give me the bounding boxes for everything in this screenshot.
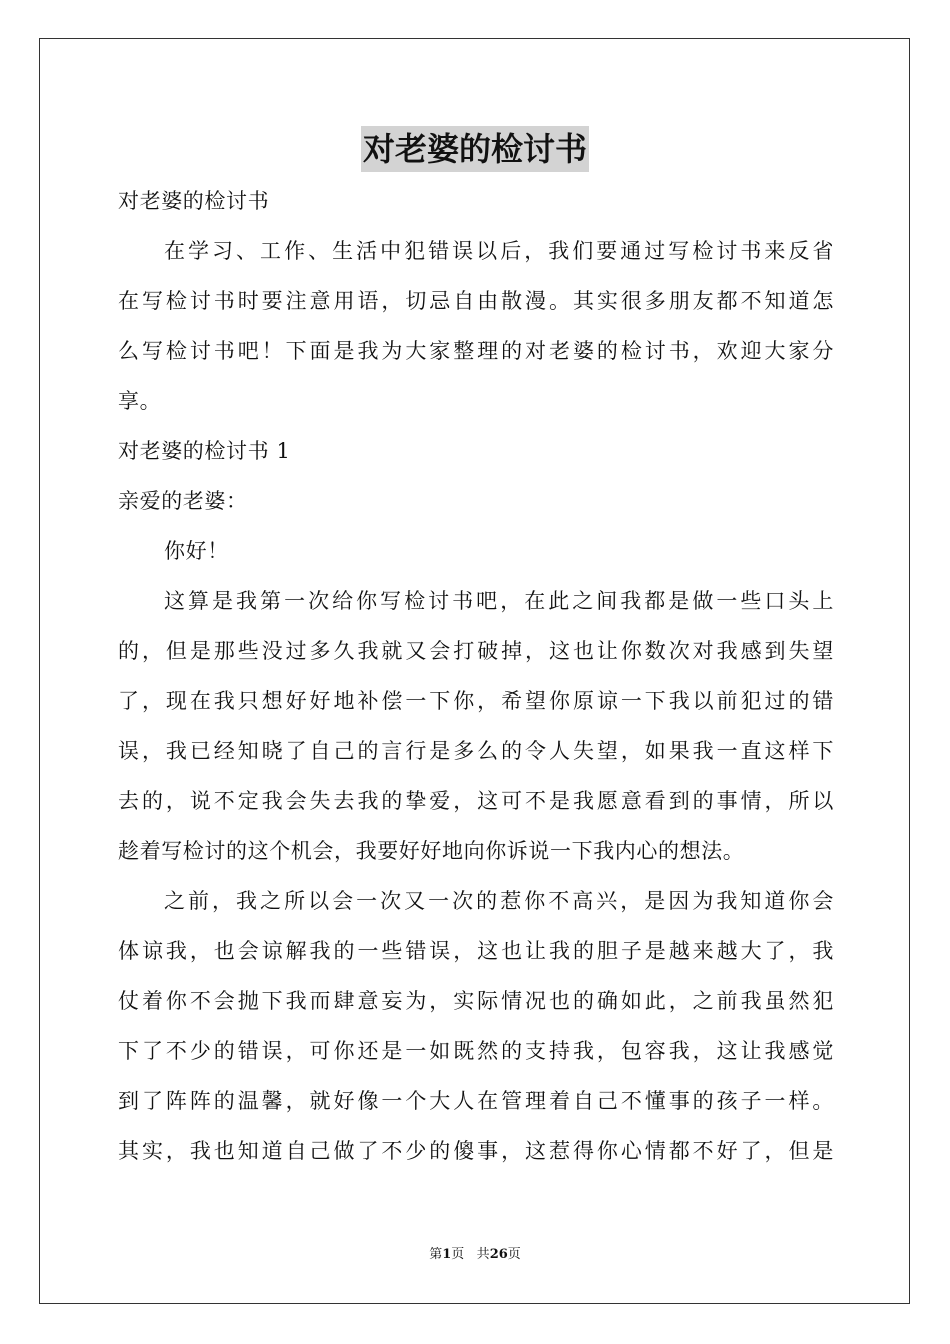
document-title: 对老婆的检讨书 [361, 126, 589, 172]
text-line: 下了不少的错误，可你还是一如既然的支持我，包容我，这让我感觉 [118, 1039, 834, 1063]
text-line: 到了阵阵的温馨，就好像一个大人在管理着自己不懂事的孩子一样。 [118, 1089, 834, 1113]
text-line: 体谅我，也会谅解我的一些错误，这也让我的胆子是越来越大了，我 [118, 939, 834, 963]
text-line: 享。 [118, 389, 162, 413]
text-line: 你好！ [164, 539, 229, 563]
total-prefix: 共 [476, 1247, 490, 1262]
text-line: 去的，说不定我会失去我的挚爱，这可不是我愿意看到的事情，所以 [118, 789, 834, 813]
text-line: 对老婆的检讨书 [118, 189, 270, 213]
page-total: 26 [489, 1247, 508, 1262]
text-line: 误，我已经知晓了自己的言行是多么的令人失望，如果我一直这样下 [118, 739, 834, 763]
text-line: 亲爱的老婆： [118, 489, 248, 513]
page-current: 1 [442, 1247, 452, 1262]
title-container [0, 126, 950, 172]
text-line: 了，现在我只想好好地补偿一下你，希望你原谅一下我以前犯过的错 [118, 689, 834, 713]
page-prefix: 第 [429, 1247, 443, 1262]
document-body [118, 176, 834, 1176]
text-line: 么写检讨书吧！下面是我为大家整理的对老婆的检讨书，欢迎大家分 [118, 339, 834, 363]
page-footer [0, 1245, 950, 1265]
text-line: 这算是我第一次给你写检讨书吧，在此之间我都是做一些口头上 [164, 589, 834, 613]
total-suffix: 页 [507, 1247, 521, 1262]
text-line: 趁着写检讨的这个机会，我要好好地向你诉说一下我内心的想法。 [118, 839, 745, 863]
text-line: 对老婆的检讨书 1 [118, 439, 291, 463]
text-line: 在写检讨书时要注意用语，切忌自由散漫。其实很多朋友都不知道怎 [118, 289, 834, 313]
text-line: 在学习、工作、生活中犯错误以后，我们要通过写检讨书来反省 [164, 239, 834, 263]
page-suffix: 页 [451, 1247, 465, 1262]
text-line: 之前，我之所以会一次又一次的惹你不高兴，是因为我知道你会 [164, 889, 834, 913]
text-line: 的，但是那些没过多久我就又会打破掉，这也让你数次对我感到失望 [118, 639, 834, 663]
text-line: 其实，我也知道自己做了不少的傻事，这惹得你心情都不好了，但是 [118, 1139, 834, 1163]
text-line: 仗着你不会抛下我而肆意妄为，实际情况也的确如此，之前我虽然犯 [118, 989, 834, 1013]
